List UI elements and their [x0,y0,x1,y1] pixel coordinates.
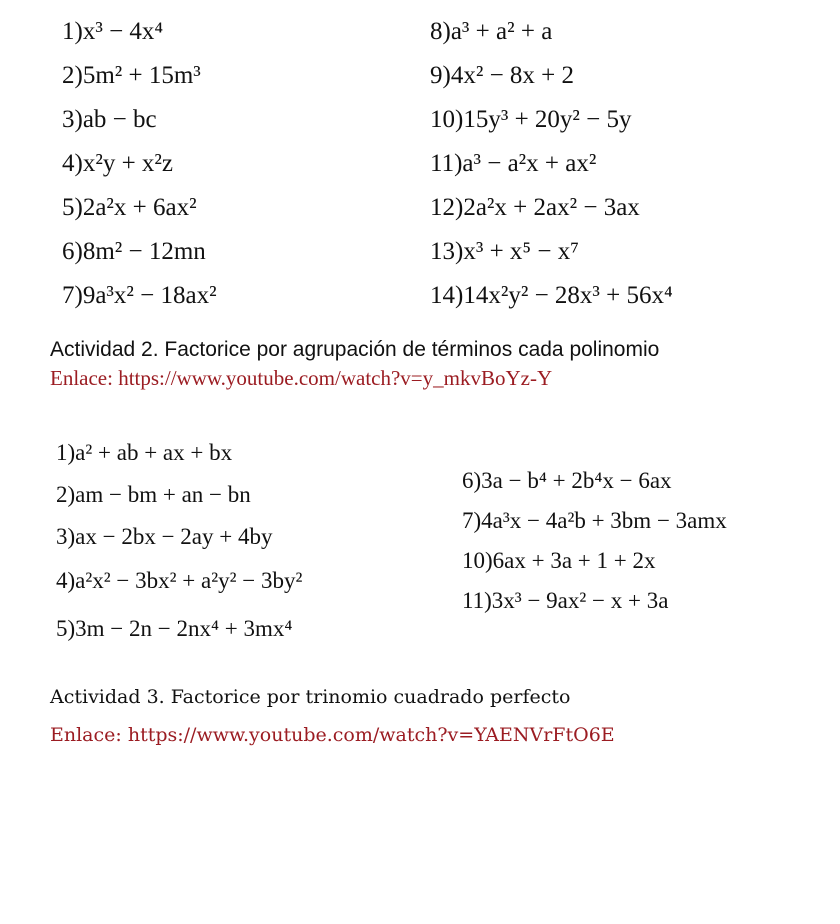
exercise-2-7: 7)4a³x − 4a²b + 3bm − 3amx [462,508,727,533]
exercise-1-1: 1)x³ − 4x⁴ [62,18,164,45]
exercise-1-5: 5)2a²x + 6ax² [62,194,197,221]
exercise-2-6: 6)3a − b⁴ + 2b⁴x − 6ax [462,468,672,493]
exercise-2-10: 10)6ax + 3a + 1 + 2x [462,548,656,573]
exercise-1-10: 10)15y³ + 20y² − 5y [430,106,632,133]
exercise-1-7: 7)9a³x² − 18ax² [62,282,217,309]
activity-2-link[interactable]: Enlace: https://www.youtube.com/watch?v=y_mkvBoYz-Y [50,366,553,390]
exercise-1-4: 4)x²y + x²z [62,150,174,177]
exercise-1-14: 14)14x²y² − 28x³ + 56x⁴ [430,282,673,309]
exercise-2-1: 1)a² + ab + ax + bx [56,440,233,465]
exercise-1-2: 2)5m² + 15m³ [62,62,201,89]
exercise-1-13: 13)x³ + x⁵ − x⁷ [430,238,579,265]
exercise-2-11: 11)3x³ − 9ax² − x + 3a [462,588,669,613]
exercise-1-11: 11)a³ − a²x + ax² [430,150,597,177]
exercise-1-8: 8)a³ + a² + a [430,18,553,45]
exercise-2-5: 5)3m − 2n − 2nx⁴ + 3mx⁴ [56,616,293,641]
activity-3-link[interactable]: Enlace: https://www.youtube.com/watch?v=YAENVrFtO6E [50,724,615,746]
exercise-2-3: 3)ax − 2bx − 2ay + 4by [56,524,273,549]
exercise-1-3: 3)ab − bc [62,106,157,133]
exercise-1-6: 6)8m² − 12mn [62,238,206,265]
exercise-2-2: 2)am − bm + an − bn [56,482,251,507]
exercise-1-9: 9)4x² − 8x + 2 [430,62,575,89]
activity-3-title: Actividad 3. Factorice por trinomio cuadrado perfecto [50,686,571,708]
activity-2-title: Actividad 2. Factorice por agrupación de términos cada polinomio [50,338,660,361]
exercise-2-4: 4)a²x² − 3bx² + a²y² − 3by² [56,568,303,593]
exercise-1-12: 12)2a²x + 2ax² − 3ax [430,194,640,221]
